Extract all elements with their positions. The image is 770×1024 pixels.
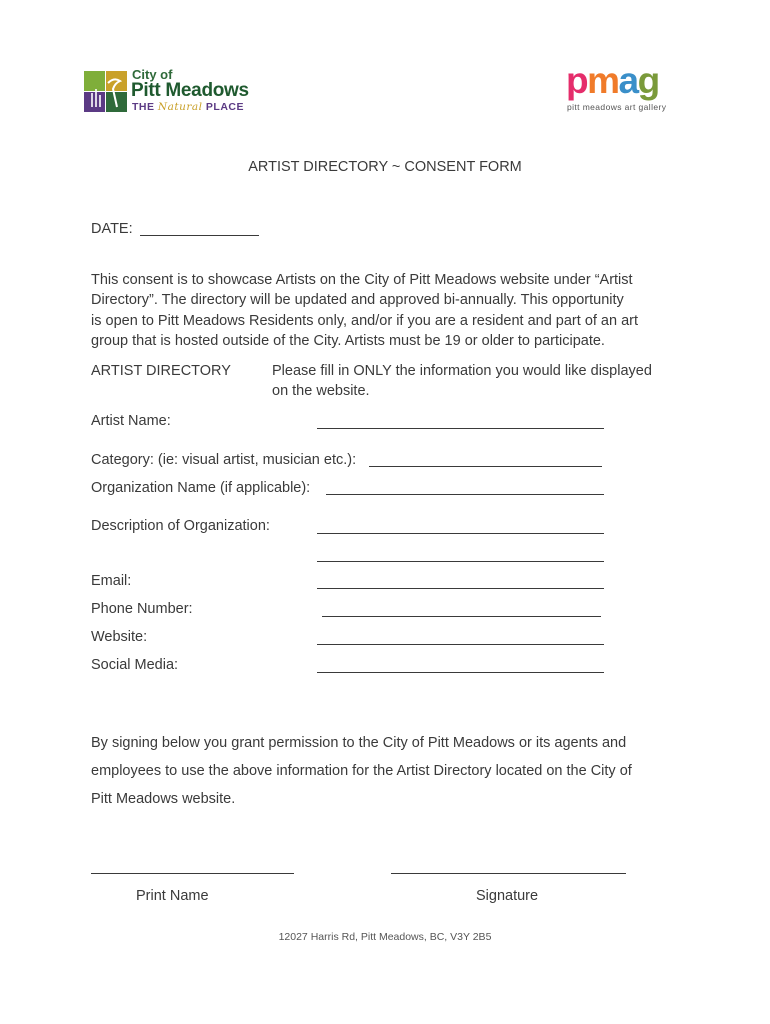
- social-media-field[interactable]: [317, 672, 604, 673]
- pmag-logo: [566, 62, 670, 114]
- city-tagline-place: PLACE: [205, 101, 245, 113]
- description-label: Description of Organization:: [91, 518, 270, 534]
- permission-line-3: Pitt Meadows website.: [91, 791, 236, 807]
- city-of-pitt-meadows-logo: [84, 68, 259, 116]
- instruction-line-1: Please fill in ONLY the information you would like displayed: [272, 363, 652, 379]
- city-tagline-natural: Natural: [157, 101, 203, 113]
- date-field-line[interactable]: [140, 235, 259, 236]
- city-logo-tagline: [132, 101, 244, 113]
- phone-label: Phone Number:: [91, 601, 193, 617]
- description-field-line-1[interactable]: [317, 533, 604, 534]
- phone-field[interactable]: [322, 616, 601, 617]
- intro-line-3: is open to Pitt Meadows Residents only, and/or if you are a resident and part of an art: [91, 313, 639, 329]
- social-media-label: Social Media:: [91, 657, 179, 673]
- artist-name-field[interactable]: [317, 428, 604, 429]
- pmag-letter-m: m: [587, 60, 619, 101]
- organization-name-field[interactable]: [326, 494, 604, 495]
- organization-name-label: Organization Name (if applicable):: [91, 480, 311, 496]
- intro-line-4: group that is hosted outside of the City. Artists must be 19 or older to participate.: [91, 333, 605, 349]
- print-name-field[interactable]: [91, 873, 294, 874]
- city-logo-line2: Pitt Meadows: [131, 80, 249, 101]
- city-tagline-the: THE: [132, 101, 155, 113]
- instruction-line-2: on the website.: [272, 383, 370, 399]
- pmag-letter-p: p: [566, 60, 588, 101]
- email-field[interactable]: [317, 588, 604, 589]
- pmag-letter-a: a: [618, 60, 638, 101]
- artist-name-label: Artist Name:: [91, 413, 171, 429]
- permission-line-2: employees to use the above information for the Artist Directory located on the City of: [91, 763, 632, 779]
- description-field-line-2[interactable]: [317, 561, 604, 562]
- footer-address: 12027 Harris Rd, Pitt Meadows, BC, V3Y 2B5: [278, 931, 492, 943]
- date-label: DATE:: [91, 221, 133, 237]
- intro-line-1: This consent is to showcase Artists on the City of Pitt Meadows website under “Artist: [91, 272, 633, 288]
- pmag-wordmark: [566, 62, 659, 100]
- signature-field[interactable]: [391, 873, 626, 874]
- permission-line-1: By signing below you grant permission to the City of Pitt Meadows or its agents and: [91, 735, 627, 751]
- category-label: Category: (ie: visual artist, musician etc.):: [91, 452, 357, 468]
- email-label: Email:: [91, 573, 132, 589]
- signature-label: Signature: [476, 888, 539, 904]
- city-logo-line1: City of: [132, 67, 173, 82]
- website-label: Website:: [91, 629, 148, 645]
- intro-line-2: Directory”. The directory will be updated and approved bi-annually. This opportunity: [91, 292, 624, 308]
- print-name-label: Print Name: [136, 888, 209, 904]
- website-field[interactable]: [317, 644, 604, 645]
- section-label: ARTIST DIRECTORY: [91, 363, 231, 379]
- category-field[interactable]: [369, 466, 602, 467]
- form-title: ARTIST DIRECTORY ~ CONSENT FORM: [248, 159, 522, 175]
- pmag-subtitle: pitt meadows art gallery: [567, 102, 667, 112]
- pmag-letter-g: g: [637, 60, 659, 101]
- city-emblem-icon: [84, 71, 127, 112]
